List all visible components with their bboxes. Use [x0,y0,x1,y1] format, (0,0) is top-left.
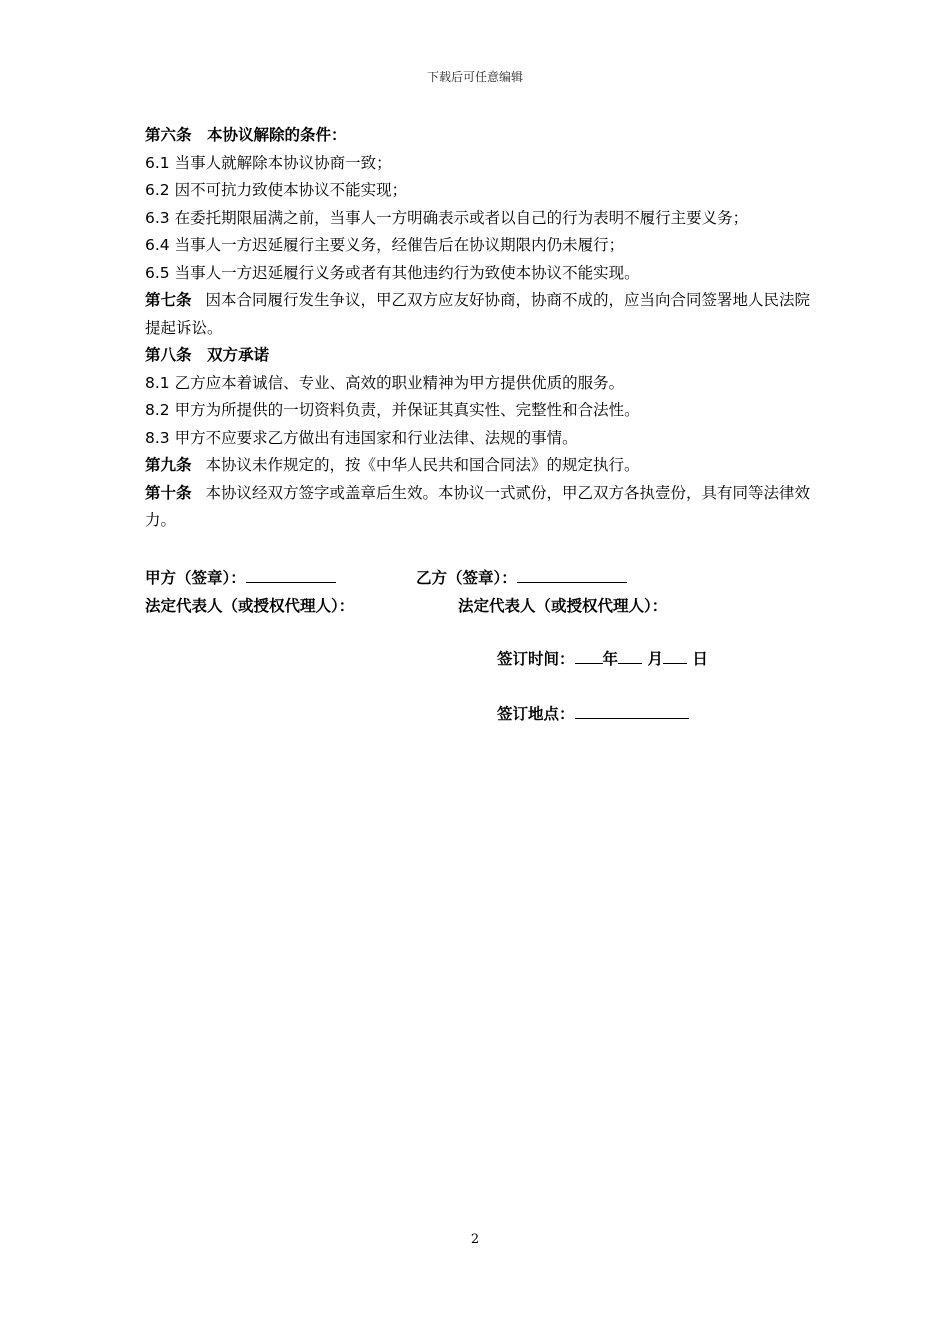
article-6-item: 6.1 当事人就解除本协议协商一致； [145,153,392,172]
article-9-text: 本协议未作规定的，按《中华人民共和国合同法》的规定执行。 [205,456,640,474]
article-6-item: 6.3 在委托期限届满之前，当事人一方明确表示或者以自己的行为表明不履行主要义务； [145,208,749,227]
article-8-item: 8.1 乙方应本着诚信、专业、高效的职业精神为甲方提供优质的服务。 [145,373,625,392]
party-b-signature-blank[interactable] [517,568,627,583]
party-a-signature-blank[interactable] [246,568,336,583]
party-b-label: 乙方（签章）： [416,569,517,587]
article-8-item: 8.2 甲方为所提供的一切资料负责，并保证其真实性、完整性和合法性。 [145,401,640,419]
article-8-title: 第八条 双方承诺 [145,346,270,364]
day-blank[interactable] [663,649,687,664]
month-blank[interactable] [618,649,642,664]
signing-date-label: 签订时间： [497,650,575,668]
party-a-signature [145,566,336,588]
article-8-item: 8.3 甲方不应要求乙方做出有违国家和行业法律、法规的事情。 [145,428,578,447]
article-7 [145,287,817,342]
party-b-signature [416,566,627,588]
article-6-item: 6.4 当事人一方迟延履行主要义务，经催告后在协议期限内仍未履行； [145,236,625,254]
header-note: 下载后可任意编辑 [426,70,523,84]
place-blank[interactable] [575,704,689,719]
year-blank[interactable] [575,649,603,664]
party-a-representative: 法定代表人（或授权代理人）： [145,597,355,615]
party-b-representative: 法定代表人（或授权代理人）： [458,597,668,615]
article-10 [145,480,817,535]
page-number: 2 [470,1232,480,1247]
article-6-title: 第六条 本协议解除的条件： [145,126,347,144]
article-7-label: 第七条 [145,291,192,309]
article-6-item: 6.5 当事人一方迟延履行义务或者有其他违约行为致使本协议不能实现。 [145,263,640,282]
year-label: 年 [602,650,619,668]
article-9-label: 第九条 [145,456,192,474]
party-a-label: 甲方（签章）： [145,569,246,587]
article-6-item: 6.2 因不可抗力致使本协议不能实现； [145,181,408,199]
article-9 [145,452,817,480]
signing-date [497,647,708,669]
day-label: 日 [692,650,708,668]
article-10-text: 本协议经双方签字或盖章后生效。本协议一式贰份，甲乙双方各执壹份，具有同等法律效力。 [145,483,811,529]
contract-body [145,122,817,535]
signing-place-label: 签订地点： [497,705,575,723]
article-10-label: 第十条 [145,483,192,502]
signing-place [497,702,689,724]
month-label: 月 [647,650,663,668]
article-7-text: 因本合同履行发生争议，甲乙双方应友好协商，协商不成的，应当向合同签署地人民法院提起诉讼。 [145,291,811,337]
